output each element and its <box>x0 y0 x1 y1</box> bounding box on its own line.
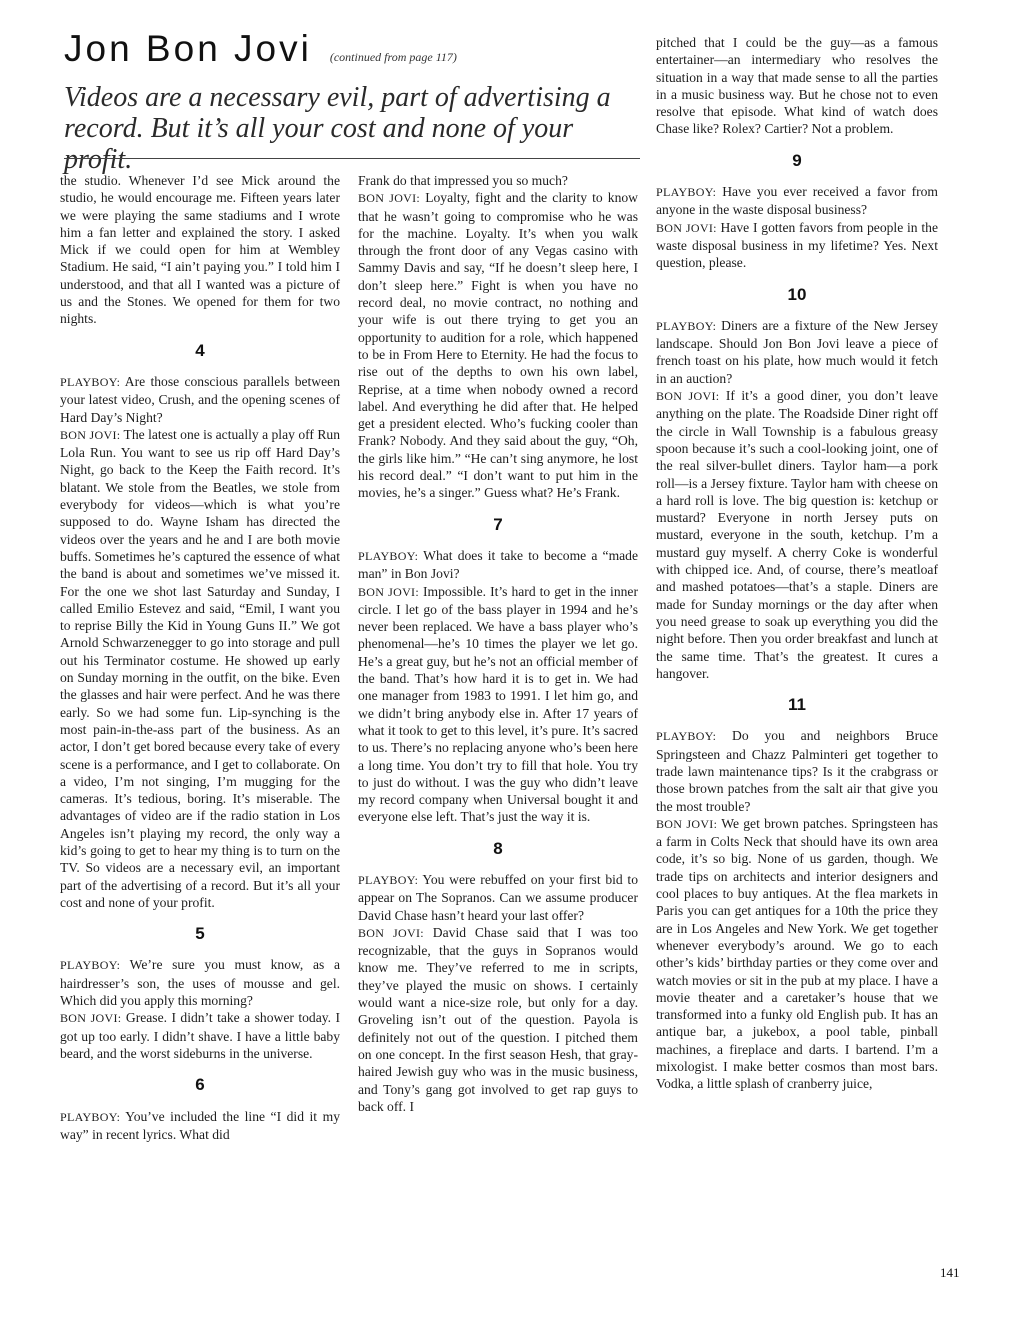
text-column-2 <box>358 172 638 1115</box>
interview-question <box>656 183 938 219</box>
speaker-label: BON JOVI: <box>60 1011 122 1026</box>
interview-answer <box>358 583 638 826</box>
speaker-label: BON JOVI: <box>656 220 717 235</box>
interview-answer <box>656 219 938 272</box>
paragraph-text: Grease. I didn’t take a shower today. I got up too early. I didn’t shave. I have a little baby beard, and the worst sideburns in the universe. <box>60 1010 341 1061</box>
body-paragraph <box>656 34 938 138</box>
page-number: 141 <box>940 1265 960 1280</box>
speaker-label: PLAYBOY: <box>656 185 717 200</box>
body-paragraph <box>358 172 638 189</box>
section-number: 5 <box>195 924 205 944</box>
header-rule <box>64 158 640 159</box>
section-number: 9 <box>792 150 802 170</box>
speaker-label: PLAYBOY: <box>60 958 121 973</box>
section-number: 6 <box>195 1075 205 1095</box>
pull-quote: Videos are a necessary evil, part of advertising a record. But it’s all your cost and none of your profit. <box>64 82 611 175</box>
paragraph-text: pitched that I could be the guy—as a famous entertainer—an intermediary who resolves the situation in a way that made sense to all the parties in a music business way. But he chose not to even resolve that episode. What kind of watch does Chase like? Rolex? Cartier? Not a problem. <box>656 35 938 137</box>
section-number: 10 <box>787 284 807 304</box>
paragraph-text: Loyalty, fight and the clarity to know that he wasn’t going to compromise who he was for the machine. Loyalty. It’s when you walk through the front door of any Vegas casino with Sammy Davis and say, “If he doesn’t sleep here, I don’t sleep here.” Fight is when you have no record deal, no movie contract, no nothing and your wife is out there trying to get you an opportunity to audition for a role, which happened to be in From Here to Eternity. He had the focus to rise out of the depths to own his own label, Reprise, at a time when nobody owned a record label. And everything he did after that. He helped get a president elected. Who’s fucking cooler than Frank? Nobody. And they said about the guy, “Oh, the girls like him.” “He can’t sing anymore, he lost his record deal.” “I don’t want to put him in the movies, he’s a singer.” Guess what? He’s Frank. <box>358 190 638 501</box>
interview-question <box>60 1108 340 1144</box>
paragraph-text: the studio. Whenever I’d see Mick around the studio, he would encourage me. Fifteen years later we were playing the same stadiums and I wrote him a fan letter and explained the story. I asked Mick if we could open for him at Wembley Stadium. He said, “I ain’t paying you.” I told him I understood, and that all I wanted was a picture of us and the Stones. We opened for them for two nights. <box>60 173 340 327</box>
interview-question <box>656 727 938 814</box>
paragraph-text: Have I gotten favors from people in the waste disposal business in my lifetime? Yes. Next question, please. <box>656 219 938 271</box>
section-number: 4 <box>195 340 205 360</box>
paragraph-text: You were rebuffed on your first bid to appear on The Sopranos. Can we assume producer David Chase hasn’t heard your last offer? <box>358 871 638 923</box>
section-number: 11 <box>788 695 806 715</box>
interview-answer <box>656 387 938 682</box>
interview-answer <box>60 1009 340 1062</box>
interview-question <box>358 547 638 583</box>
speaker-label: PLAYBOY: <box>60 374 121 389</box>
text-column-3 <box>656 34 938 1093</box>
paragraph-text: Have you ever received a favor from anyone in the waste disposal business? <box>656 184 938 218</box>
paragraph-text: We’re sure you must know, as a hairdresser’s son, the uses of mousse and gel. Which did you apply this morning? <box>60 957 341 1009</box>
interview-answer <box>358 924 638 1115</box>
speaker-label: BON JOVI: <box>358 925 424 940</box>
interview-question <box>656 317 938 387</box>
paragraph-text: The latest one is actually a play off Run Lola Run. You want to see us rip off Hard Day’s Night, go back to the Keep the Faith record. It’s blatant. We stole from the Beatles, we stole from everybody for videos—which is what you’re supposed to do. Wayne Isham has directed the videos over the years and he and I are both movie buffs. Sometimes he’s captured the essence of what the band is about and sometimes we’ve missed it. For the one we shot last Saturday and Sunday, I called Emilio Estevez and said, “Emil, I want you to reprise Billy the Kid in Young Guns II.” We got Arnold Schwarzenegger to go into storage and pull out his Terminator costume. He showed up early on Sunday morning in the outfit, on the bike. Even the glasses and hair were perfect. And he was there early. So we had some fun. Lip-synching is the most pain-in-the-ass part of the business. As an actor, I don’t get bored because every take of every scene is a performance, and I get to collaborate. On a video, I’m not singing, I’m mugging for the cameras. It’s tedious, boring. It’s miserable. The advantages of video are if the radio station in Los Angeles isn’t playing my record, the only way a kid’s going to get to hear my thing is to turn on the TV. So videos are a necessary evil, an important part of the advertising of a record. But it’s all your cost and none of your profit. <box>60 426 340 910</box>
speaker-label: PLAYBOY: <box>358 872 419 887</box>
interview-question <box>358 871 638 924</box>
paragraph-text: David Chase said that I was too recognizable, that the guys in Sopranos would know me. They’ve referred to me in scripts, they’ve played the music on shows. I certainly would want a nice-size role, but only for a day. Groveling isn’t out of the question. Payola is definitely not out of the question. I pitched them on one concept. In the first season Hesh, that gray-haired Jewish guy who was in the music business, and Tony’s gang got involved to get rap guys to back off. I <box>358 924 638 1114</box>
interview-answer <box>656 815 938 1093</box>
section-number: 7 <box>493 514 503 534</box>
continued-note: (continued from page 117) <box>329 50 457 64</box>
speaker-label: BON JOVI: <box>656 389 720 404</box>
paragraph-text: Are those conscious parallels between your latest video, Crush, and the opening scenes of Hard Day’s Night? <box>60 373 340 425</box>
paragraph-text: What does it take to become a “made man” in Bon Jovi? <box>358 547 639 582</box>
article-header <box>64 28 457 70</box>
speaker-label: BON JOVI: <box>656 816 718 831</box>
speaker-label: PLAYBOY: <box>656 318 717 333</box>
speaker-label: BON JOVI: <box>358 584 419 599</box>
interview-question <box>60 956 340 1009</box>
speaker-label: BON JOVI: <box>358 191 421 206</box>
speaker-label: PLAYBOY: <box>656 729 717 744</box>
paragraph-text: Impossible. It’s hard to get in the inner circle. I let go of the bass player in 1994 and he’s never been replaced. We have a bass player who’s phenomenal—he’s 10 times the player we let go. He’s a great guy, but he’s not an official member of the band. That’s how hard it is to get in. We had one manager from 1983 to 1991. I let him go, and we didn’t bring anybody else in. After 17 years of what it took to get to this level, it’s pure. It’s sacred to us. There’s no replacing anyone who’s been here a long time. You don’t try to fill that hole. You try to just do without. I was the guy who didn’t leave my record company when Universal bought it and everyone else left. That’s just the way it is. <box>358 583 638 825</box>
paragraph-text: Diners are a fixture of the New Jersey landscape. Should Jon Bon Jovi leave a piece of french toast on his plate, how much would it fetch in an auction? <box>656 317 938 386</box>
paragraph-text: Do you and neighbors Bruce Springsteen and Chazz Palminteri get together to trade lawn maintenance tips? Is it the crabgrass or those brown patches from the salt air that give you the most trouble? <box>656 728 939 814</box>
paragraph-text: If it’s a good diner, you don’t leave anything on the plate. The Roadside Diner right off the circle in Wall Township is a fabulous greasy spoon because it’s such a cool-looking joint, one of the real silver-bullet diners. Taylor ham—a pork roll—is a Jersey fixture. Taylor ham with cheese on a hard roll is love. The big question is: ketchup or mustard? Everyone in north Jersey puts on mustard, everyone in the south, ketchup. I’m a mustard guy myself. A cherry Coke is wonderful with chipped ice. And, of course, there’s meatloaf and mashed potatoes—that’s a staple. Diners are made for Sunday mornings or the day after when you need grease to soak up everything you did the night before. Then you order breakfast and lunch at the same time. That’s the greatest. It cures a hangover. <box>656 388 939 681</box>
body-paragraph <box>60 172 340 328</box>
interview-answer <box>60 426 340 911</box>
paragraph-text: You’ve included the line “I did it my way” in recent lyrics. What did <box>60 1108 340 1142</box>
article-title: Jon Bon Jovi <box>64 28 312 69</box>
interview-question <box>60 373 340 426</box>
speaker-label: BON JOVI: <box>60 427 121 442</box>
interview-answer <box>358 189 638 501</box>
paragraph-text: We get brown patches. Springsteen has a farm in Colts Neck that should have its own area code, it’s so big. None of us garden, though. We trade tips on architects and interior designers and cool places to buy antiques. At the flea markets in Paris you can get antiques for a 10th the price they are in Los Angeles and New York. We get together whenever everybody’s around. We go to each other’s kids’ birthday parties or they come over and watch movies or sit in the pub at my place. I have a movie theater and a caretaker’s house that we transformed into a funky old English pub. It has an antique bar, a jukebox, a pool table, pinball machines, a fireplace and darts. I bartend. I’m a mixologist. I make better cosmos than most bars. Vodka, a little splash of cranberry juice, <box>656 815 939 1092</box>
section-number: 8 <box>493 838 503 858</box>
text-column-1 <box>60 172 340 1143</box>
speaker-label: PLAYBOY: <box>60 1109 121 1124</box>
paragraph-text: Frank do that impressed you so much? <box>358 173 568 188</box>
speaker-label: PLAYBOY: <box>358 548 419 563</box>
